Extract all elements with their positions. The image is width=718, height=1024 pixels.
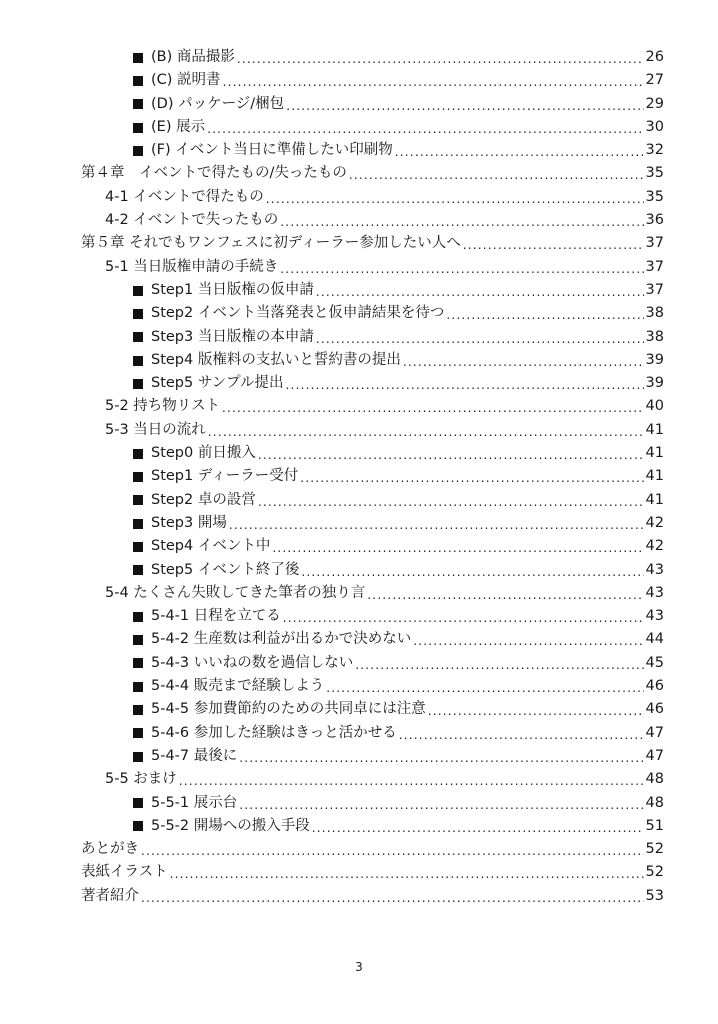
toc-entry-page: 36	[645, 212, 664, 229]
toc-entry-title: 5-4-7 最後に	[151, 747, 238, 764]
toc-entry-page: 32	[645, 142, 664, 159]
dot-leader	[237, 46, 644, 69]
square-bullet-icon	[133, 635, 143, 645]
toc-entry[interactable]	[0, 209, 718, 232]
toc-entry-page: 41	[645, 468, 664, 485]
toc-entry[interactable]	[0, 792, 718, 815]
dot-leader	[446, 302, 643, 325]
square-bullet-icon	[133, 612, 143, 622]
toc-entry[interactable]	[0, 675, 718, 698]
toc-entry-title: Step1 ディーラー受付	[151, 468, 299, 485]
toc-entry-page: 39	[645, 351, 664, 368]
toc-entry-title: (D) パッケージ/梱包	[151, 95, 285, 112]
square-bullet-icon	[133, 286, 143, 296]
toc-entry-title: 5-3 当日の流れ	[105, 421, 206, 438]
toc-entry[interactable]	[0, 512, 718, 535]
dot-leader	[272, 535, 643, 558]
dot-leader	[286, 93, 643, 116]
toc-entry-page: 43	[645, 608, 664, 625]
toc-entry[interactable]	[0, 745, 718, 768]
toc-entry-page: 38	[645, 328, 664, 345]
dot-leader	[223, 69, 644, 92]
dot-leader	[207, 116, 643, 139]
toc-entry-title: 第５章 それでもワンフェスに初ディーラー参加したい人へ	[81, 235, 461, 252]
toc-entry-title: 4-1 イベントで得たもの	[105, 188, 264, 205]
table-of-contents	[0, 46, 718, 908]
toc-entry-title: あとがき	[81, 841, 139, 858]
toc-entry-page: 42	[645, 538, 664, 555]
toc-entry-title: 4-2 イベントで失ったもの	[105, 212, 279, 229]
toc-entry-page: 26	[645, 49, 664, 65]
toc-entry[interactable]	[0, 395, 718, 418]
toc-entry[interactable]	[0, 186, 718, 209]
dot-leader	[395, 139, 644, 162]
toc-entry-title: 著者紹介	[81, 887, 139, 904]
toc-entry-page: 51	[645, 817, 664, 834]
dot-leader	[403, 349, 644, 372]
toc-entry[interactable]	[0, 116, 718, 139]
toc-entry[interactable]	[0, 93, 718, 116]
toc-entry-title: 5-5-1 展示台	[151, 794, 238, 811]
toc-entry[interactable]	[0, 465, 718, 488]
dot-leader	[170, 861, 644, 884]
toc-entry-page: 47	[645, 747, 664, 764]
toc-entry-page: 43	[645, 584, 664, 601]
toc-entry[interactable]	[0, 326, 718, 349]
toc-entry-page: 43	[645, 561, 664, 578]
square-bullet-icon	[133, 542, 143, 552]
square-bullet-icon	[133, 332, 143, 342]
toc-entry-page: 52	[645, 864, 664, 881]
toc-entry[interactable]	[0, 652, 718, 675]
dot-leader	[280, 256, 643, 279]
toc-entry-title: Step3 開場	[151, 514, 227, 531]
dot-leader	[300, 465, 643, 488]
toc-entry-title: Step4 版権料の支払いと誓約書の提出	[151, 351, 401, 368]
toc-entry[interactable]	[0, 885, 718, 908]
toc-entry-title: (C) 説明書	[151, 72, 221, 89]
dot-leader	[141, 838, 644, 861]
toc-entry[interactable]	[0, 349, 718, 372]
toc-entry[interactable]	[0, 698, 718, 721]
toc-entry[interactable]	[0, 69, 718, 92]
toc-entry[interactable]	[0, 722, 718, 745]
square-bullet-icon	[133, 752, 143, 762]
toc-entry[interactable]	[0, 582, 718, 605]
dot-leader	[258, 442, 644, 465]
toc-entry[interactable]	[0, 535, 718, 558]
square-bullet-icon	[133, 379, 143, 389]
toc-entry-page: 41	[645, 491, 664, 508]
square-bullet-icon	[133, 53, 143, 63]
dot-leader	[413, 628, 643, 651]
square-bullet-icon	[133, 472, 143, 482]
toc-entry-title: (B) 商品撮影	[151, 49, 235, 65]
toc-entry-page: 29	[645, 95, 664, 112]
toc-entry-title: Step5 イベント終了後	[151, 561, 300, 578]
square-bullet-icon	[133, 309, 143, 319]
toc-entry[interactable]	[0, 419, 718, 442]
dot-leader	[312, 815, 644, 838]
dot-leader	[316, 279, 644, 302]
dot-leader	[326, 675, 643, 698]
toc-entry-title: 第４章 イベントで得たもの/失ったもの	[81, 165, 347, 182]
toc-entry[interactable]	[0, 559, 718, 582]
toc-entry-title: (E) 展示	[151, 118, 206, 135]
toc-entry[interactable]	[0, 372, 718, 395]
toc-entry-title: 5-4-4 販売まで経験しよう	[151, 678, 325, 695]
toc-entry-title: Step0 前日搬入	[151, 445, 256, 462]
dot-leader	[399, 722, 644, 745]
toc-entry-page: 46	[645, 701, 664, 718]
toc-entry[interactable]	[0, 628, 718, 651]
toc-entry-title: 表紙イラスト	[81, 864, 168, 881]
toc-entry-page: 37	[645, 281, 664, 298]
toc-entry-title: 5-5-2 開場への搬入手段	[151, 817, 310, 834]
square-bullet-icon	[133, 565, 143, 575]
toc-entry-title: 5-1 当日版権申請の手続き	[105, 258, 279, 275]
toc-entry-page: 42	[645, 514, 664, 531]
toc-entry[interactable]	[0, 861, 718, 884]
toc-entry[interactable]	[0, 232, 718, 255]
toc-entry[interactable]	[0, 279, 718, 302]
dot-leader	[367, 582, 643, 605]
dot-leader	[349, 162, 644, 185]
dot-leader	[229, 512, 644, 535]
toc-entry-page: 48	[645, 794, 664, 811]
dot-leader	[286, 372, 644, 395]
dot-leader	[239, 792, 643, 815]
toc-entry-page: 46	[645, 678, 664, 695]
toc-entry[interactable]	[0, 162, 718, 185]
dot-leader	[239, 745, 643, 768]
toc-entry[interactable]	[0, 442, 718, 465]
dot-leader	[301, 559, 643, 582]
square-bullet-icon	[133, 449, 143, 459]
dot-leader	[208, 419, 644, 442]
toc-entry[interactable]	[0, 605, 718, 628]
toc-entry-title: 5-4-6 参加した経験はきっと活かせる	[151, 724, 397, 741]
dot-leader	[283, 605, 644, 628]
toc-entry[interactable]	[0, 139, 718, 162]
toc-entry-page: 35	[645, 188, 664, 205]
dot-leader	[266, 186, 644, 209]
toc-entry-title: 5-2 持ち物リスト	[105, 398, 221, 415]
toc-entry-page: 41	[645, 445, 664, 462]
toc-entry-page: 37	[645, 235, 664, 252]
toc-entry-page: 48	[645, 771, 664, 788]
page-number: 3	[355, 960, 363, 974]
square-bullet-icon	[133, 123, 143, 133]
square-bullet-icon	[133, 76, 143, 86]
toc-entry[interactable]	[0, 46, 718, 69]
toc-entry[interactable]	[0, 768, 718, 791]
toc-entry-title: 5-4-1 日程を立てる	[151, 608, 281, 625]
dot-leader	[141, 885, 644, 908]
toc-entry-title: (F) イベント当日に準備したい印刷物	[151, 142, 393, 159]
square-bullet-icon	[133, 146, 143, 156]
toc-entry-page: 38	[645, 305, 664, 322]
toc-entry-page: 52	[645, 841, 664, 858]
square-bullet-icon	[133, 682, 143, 692]
toc-entry-title: Step2 卓の設営	[151, 491, 256, 508]
toc-entry-title: 5-4-3 いいねの数を過信しない	[151, 654, 354, 671]
dot-leader	[258, 489, 644, 512]
dot-leader	[463, 232, 644, 255]
toc-entry[interactable]	[0, 815, 718, 838]
toc-entry-page: 53	[645, 887, 664, 904]
dot-leader	[222, 395, 644, 418]
dot-leader	[280, 209, 643, 232]
toc-entry-page: 41	[645, 421, 664, 438]
toc-entry-page: 37	[645, 258, 664, 275]
toc-entry-title: 5-4 たくさん失敗してきた筆者の独り言	[105, 584, 366, 601]
toc-entry-title: 5-4-2 生産数は利益が出るかで決めない	[151, 631, 412, 648]
square-bullet-icon	[133, 658, 143, 668]
toc-entry-page: 45	[645, 654, 664, 671]
toc-entry-title: Step1 当日版権の仮申請	[151, 281, 314, 298]
dot-leader	[316, 326, 644, 349]
toc-entry[interactable]	[0, 256, 718, 279]
toc-entry-title: Step5 サンプル提出	[151, 375, 284, 392]
toc-entry-title: 5-4-5 参加費節約のための共同卓には注意	[151, 701, 426, 718]
toc-entry[interactable]	[0, 302, 718, 325]
square-bullet-icon	[133, 99, 143, 109]
toc-entry-title: Step2 イベント当落発表と仮申請結果を待つ	[151, 305, 445, 322]
square-bullet-icon	[133, 495, 143, 505]
square-bullet-icon	[133, 519, 143, 529]
square-bullet-icon	[133, 705, 143, 715]
dot-leader	[179, 768, 644, 791]
square-bullet-icon	[133, 728, 143, 738]
toc-entry-page: 47	[645, 724, 664, 741]
toc-entry-page: 39	[645, 375, 664, 392]
toc-entry[interactable]	[0, 489, 718, 512]
square-bullet-icon	[133, 821, 143, 831]
dot-leader	[428, 698, 644, 721]
toc-entry-title: Step3 当日版権の本申請	[151, 328, 314, 345]
dot-leader	[355, 652, 643, 675]
toc-entry-page: 40	[645, 398, 664, 415]
square-bullet-icon	[133, 798, 143, 808]
square-bullet-icon	[133, 356, 143, 366]
toc-entry-title: 5-5 おまけ	[105, 771, 177, 788]
toc-entry-page: 27	[645, 72, 664, 89]
toc-entry-title: Step4 イベント中	[151, 538, 271, 555]
toc-entry-page: 30	[645, 118, 664, 135]
toc-entry-page: 44	[645, 631, 664, 648]
toc-entry-page: 35	[645, 165, 664, 182]
toc-entry[interactable]	[0, 838, 718, 861]
